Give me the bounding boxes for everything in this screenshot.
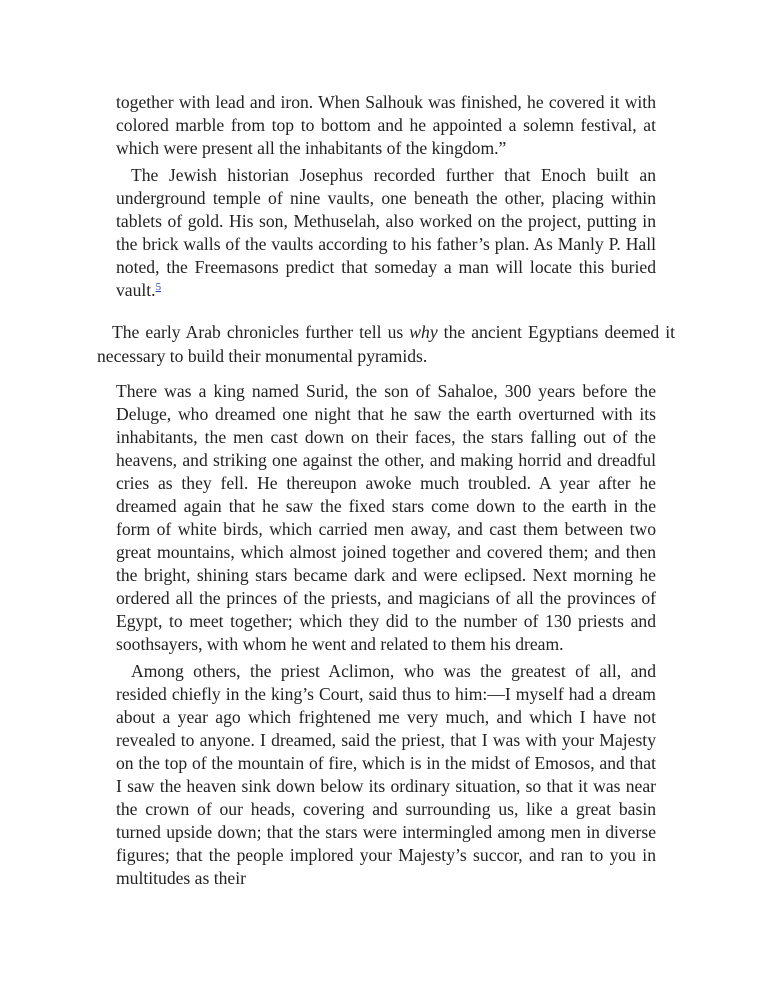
body-text-start: The early Arab chronicles further tell us — [112, 322, 410, 342]
body-paragraph — [97, 320, 675, 368]
quote-paragraph-salhouk: together with lead and iron. When Salhouk was finished, he covered it with colored marble from top to bottom and he appointed a solemn festival, at which were present all the inhabitants of the kingdom.” — [116, 92, 656, 158]
josephus-text: The Jewish historian Josephus recorded further that Enoch built an underground temple of nine vaults, one beneath the other, placing within tablets of gold. His son, Methuselah, also worked on the project, putting in the brick walls of the vaults according to his father’s plan. As Manly P. Hall noted, the Freemasons predict that someday a man will locate this buried vault. — [116, 165, 656, 300]
footnote-link-5[interactable]: 5 — [155, 281, 162, 293]
block-quote-surid — [116, 380, 656, 890]
quote-paragraph-josephus — [116, 164, 656, 302]
block-quote-salhouk — [116, 91, 656, 302]
emphasis-why: why — [409, 322, 438, 342]
quote-paragraph-surid: There was a king named Surid, the son of Sahaloe, 300 years before the Deluge, who dreamed one night that he saw the earth overturned with its inhabitants, the men cast down on their faces, the stars falling out of the heavens, and striking one against the other, and making horrid and dreadful cries as they fell. He thereupon awoke much troubled. A year after he dreamed again that he saw the fixed stars come down to the earth in the form of white birds, which carried men away, and cast them between two great mountains, which almost joined together and covered them; and then the bright, shining stars became dark and were eclipsed. Next morning he ordered all the princes of the priests, and magicians of all the provinces of Egypt, to meet together; which they did to the number of 130 priests and soothsayers, with whom he went and related to them his dream. — [116, 381, 656, 654]
body-text-end: the ancient Egyptians deemed it necessary to build their monumental pyramids. — [97, 322, 675, 366]
quote-paragraph-aclimon: Among others, the priest Aclimon, who was the greatest of all, and resided chiefly in the king’s Court, said thus to him:—I myself had a dream about a year ago which frightened me very much, and which I have not revealed to anyone. I dreamed, said the priest, that I was with your Majesty on the top of the mountain of fire, which is in the midst of Emosos, and that I saw the heaven sink down below its ordinary situation, so that it was near the crown of our heads, covering and surrounding us, like a great basin turned upside down; that the stars were intermingled among men in diverse figures; that the people implored your Majesty’s succor, and ran to you in multitudes as their — [116, 661, 656, 888]
